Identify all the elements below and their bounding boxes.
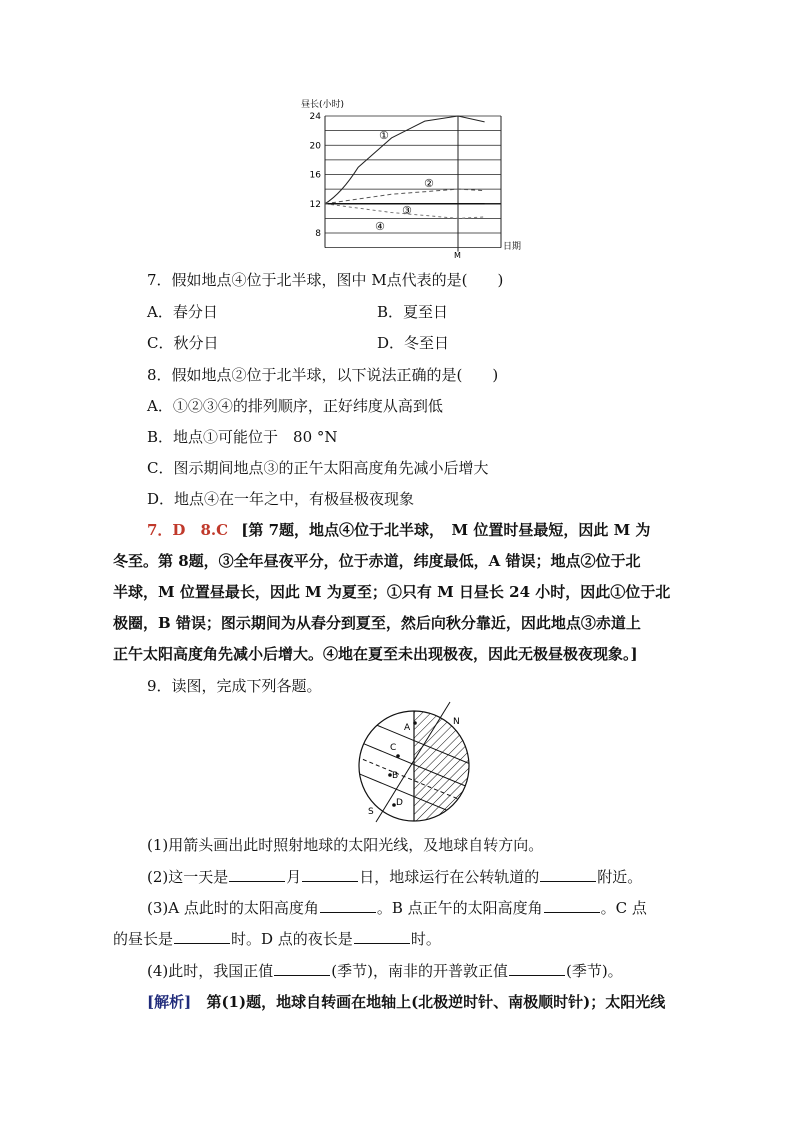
b-noon-angle-blank[interactable] [544,898,600,913]
q9-analysis [147,992,665,1012]
a-sun-angle-blank[interactable] [320,898,376,913]
q7-option-c[interactable]: C．秋分日 [147,334,219,352]
q8-stem: 8．假如地点②位于北半球，以下说法正确的是( ) [147,366,499,384]
x-axis-label: 日期 [503,242,522,252]
answer-line-1 [147,520,650,540]
curve-label-2: ② [424,177,434,190]
q9-sub2-text-4: 附近。 [597,868,643,886]
daylight-chart [290,95,540,265]
q9-sub2-text-3: 日，地球运行在公转轨道的 [359,868,540,886]
analysis-tag: [解析] [147,993,192,1011]
point-a [413,721,417,725]
q9-sub3-text-1: (3)A 点此时的太阳高度角 [147,899,319,917]
label-b: B [392,771,399,781]
q7-option-b[interactable]: B．夏至日 [377,303,449,321]
q9-sub4-text-3: (季节)。 [565,962,623,980]
q7-option-a[interactable]: A．春分日 [147,303,218,321]
china-season-blank[interactable] [274,961,330,976]
label-n: N [453,717,460,727]
q9-sub3-text-4: 的昼长是 [113,930,174,948]
chart-grid [325,116,501,252]
globe-diagram [350,700,480,825]
y-tick-16: 16 [309,170,321,181]
q8-option-c[interactable]: C．图示期间地点③的正午太阳高度角先减小后增大 [147,459,489,477]
label-a: A [404,723,411,733]
orbit-position-blank[interactable] [540,867,596,882]
q7-stem: 7．假如地点④位于北半球，图中 M点代表的是( ) [147,271,504,289]
y-tick-labels [310,112,322,239]
night-hemisphere [414,700,480,825]
q8-option-d[interactable]: D．地点④在一年之中，有极昼极夜现象 [147,490,415,508]
q9-sub2-text-1: (2)这一天是 [147,868,229,886]
c-daylength-blank[interactable] [174,929,230,944]
q9-sub3-text-5: 时。D 点的夜长是 [231,930,353,948]
point-c [396,754,400,758]
y-tick-8: 8 [315,229,321,239]
q8-option-b[interactable]: B．地点①可能位于 80 °N [147,428,338,446]
y-axis-label: 昼长(小时) [301,100,345,110]
label-s: S [368,807,374,817]
label-d: D [396,798,403,808]
q7-option-d[interactable]: D．冬至日 [377,334,450,352]
q9-sub3-text-6: 时。 [410,930,441,948]
month-blank[interactable] [229,867,285,882]
q9-sub3-text-3: 。C 点 [600,899,647,917]
q9-sub4 [147,961,623,981]
analysis-text: 第(1)题，地球自转画在地轴上(北极逆时针、南极顺时针)；太阳光线 [206,993,666,1011]
curve-label-4: ④ [375,220,385,233]
q8-option-a[interactable]: A．①②③④的排列顺序，正好纬度从高到低 [147,397,443,415]
answer-text-1: [第 7题，地点④位于北半球， M 位置时昼最短，因此 M 为 [241,521,651,539]
q9-sub4-text-1: (4)此时，我国正值 [147,962,274,980]
q9-sub4-text-2: (季节)，南非的开普敦正值 [331,962,508,980]
answer-line-2: 冬至。第 8题，③全年昼夜平分，位于赤道，纬度最低，A 错误；地点②位于北 [113,552,641,570]
curve-label-3: ③ [402,204,412,217]
answer-line-4: 极圈，B 错误；图示期间为从春分到夏至，然后向秋分靠近，因此地点③赤道上 [113,614,641,632]
y-tick-12: 12 [309,199,321,210]
q9-sub2-text-2: 月 [286,868,302,886]
day-blank[interactable] [302,867,358,882]
curve-2 [325,189,485,204]
answer-key: 7．D 8.C [147,521,229,539]
q9-stem: 9．读图，完成下列各题。 [147,677,322,695]
q9-sub3-line2 [113,929,441,949]
q9-sub2 [147,867,642,887]
q9-sub3-line1 [147,898,647,918]
q9-sub1: (1)用箭头画出此时照射地球的太阳光线，及地球自转方向。 [147,836,544,854]
q9-sub3-text-2: 。B 点正午的太阳高度角 [376,899,543,917]
answer-line-5: 正午太阳高度角先减小后增大。④地在夏至未出现极夜，因此无极昼极夜现象。] [113,645,638,663]
d-nightlength-blank[interactable] [354,929,410,944]
y-tick-20: 20 [309,141,321,152]
capetown-season-blank[interactable] [509,961,565,976]
y-tick-24: 24 [309,112,321,122]
label-c: C [390,743,397,753]
m-marker-label: M [454,251,461,260]
curve-label-1: ① [379,129,389,142]
answer-line-3: 半球，M 位置昼最长，因此 M 为夏至；①只有 M 日昼长 24 小时，因此①位于北 [113,583,671,601]
